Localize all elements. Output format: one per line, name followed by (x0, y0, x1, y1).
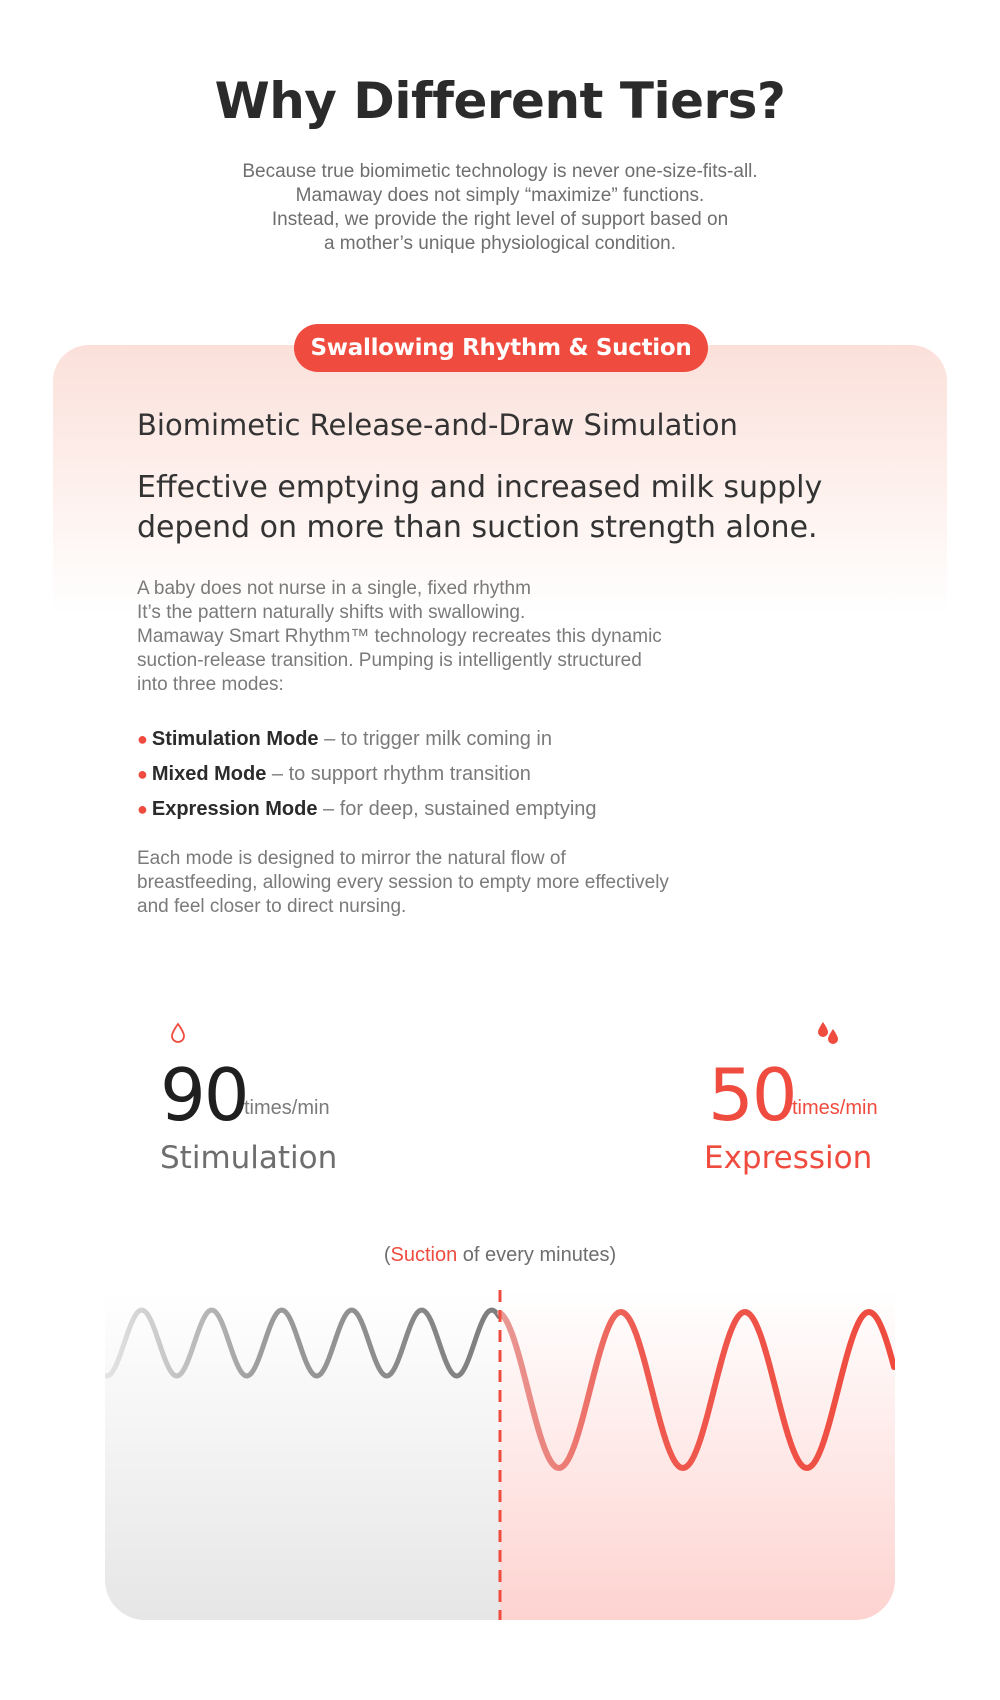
wave-caption (0, 1244, 1000, 1267)
intro-line: Because true biomimetic technology is never one-size-fits-all. (242, 161, 758, 182)
paragraph-line: Each mode is designed to mirror the natural flow of (137, 848, 566, 869)
paragraph-line: Mamaway Smart Rhythm™ technology recreates this dynamic (137, 626, 662, 647)
stimulation-unit: times/min (244, 1097, 330, 1119)
bullet-dot-icon: ● (137, 729, 148, 749)
paragraph-line: It’s the pattern naturally shifts with swallowing. (137, 602, 526, 623)
mode-description: – to trigger milk coming in (318, 728, 552, 750)
lead-line: Effective emptying and increased milk supply (137, 470, 823, 505)
double-drop-icon (816, 1020, 840, 1046)
mode-name: Mixed Mode (151, 763, 267, 785)
list-item (137, 792, 597, 827)
intro-line: Mamaway does not simply “maximize” functions. (295, 185, 705, 206)
mode-description: – to support rhythm transition (266, 763, 531, 785)
paragraph-line: and feel closer to direct nursing. (137, 896, 407, 917)
paragraph-line: A baby does not nurse in a single, fixed rhythm (137, 578, 531, 599)
list-item (137, 722, 597, 757)
mode-name: Expression Mode (151, 798, 318, 820)
mode-name: Stimulation Mode (151, 728, 319, 750)
paragraph-line: into three modes: (137, 674, 284, 695)
wave-graphic (105, 1290, 895, 1620)
intro-line: a mother’s unique physiological condition. (323, 233, 677, 254)
list-item (137, 757, 597, 792)
expression-label: Expression (704, 1140, 873, 1176)
section-paragraph-2 (137, 847, 857, 919)
intro-line: Instead, we provide the right level of support based on (271, 209, 729, 230)
section-badge: Swallowing Rhythm & Suction (294, 324, 708, 372)
stimulation-value: 90 (160, 1053, 248, 1137)
section-subheading: Biomimetic Release-and-Draw Simulation (137, 408, 738, 442)
caption-open: ( (383, 1244, 391, 1266)
section-lead (137, 468, 897, 548)
bullet-dot-icon: ● (137, 799, 148, 819)
page-title: Why Different Tiers? (214, 72, 786, 130)
intro-text (150, 160, 850, 256)
paragraph-line: breastfeeding, allowing every session to empty more effectively (137, 872, 669, 893)
caption-accent: Suction (390, 1244, 458, 1266)
expression-value: 50 (708, 1053, 796, 1137)
caption-rest: of every minutes) (457, 1244, 617, 1266)
lead-line: depend on more than suction strength alone. (137, 510, 818, 545)
expression-unit: times/min (792, 1097, 878, 1119)
stimulation-zone (105, 1290, 500, 1620)
single-drop-icon (170, 1022, 186, 1044)
suction-wave-chart (105, 1290, 895, 1620)
stimulation-label: Stimulation (160, 1140, 338, 1176)
mode-description: – for deep, sustained emptying (317, 798, 597, 820)
section-paragraph-1 (137, 577, 857, 697)
paragraph-line: suction-release transition. Pumping is intelligently structured (137, 650, 642, 671)
mode-list (137, 722, 597, 827)
bullet-dot-icon: ● (137, 764, 148, 784)
